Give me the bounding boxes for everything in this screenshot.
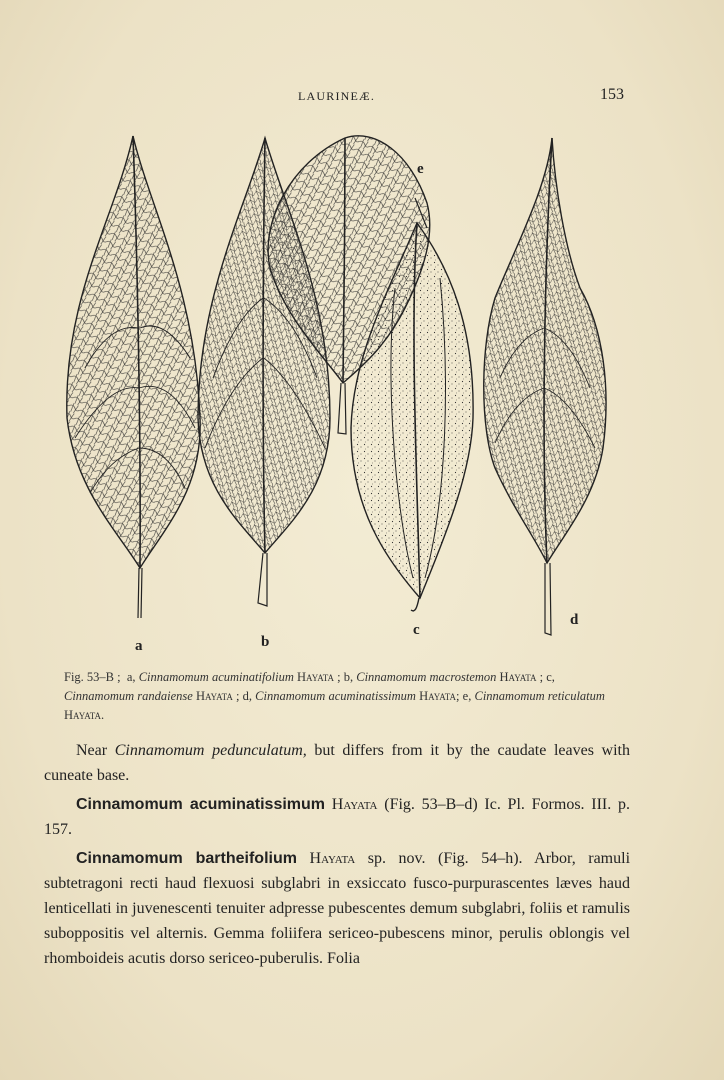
caption-name-a: Cinnamomum acuminatifolium bbox=[138, 670, 294, 684]
page-header bbox=[0, 86, 724, 108]
caption-name-e: Cinnamomum reticulatum bbox=[474, 689, 605, 703]
page-number: 153 bbox=[600, 86, 624, 103]
caption-author-b: Hayata ; bbox=[499, 670, 544, 684]
author-hayata: Hayata bbox=[331, 796, 378, 813]
leaf-label-a: a bbox=[135, 638, 143, 654]
caption-key-b: b, bbox=[343, 670, 354, 684]
author-hayata: Hayata bbox=[309, 850, 356, 867]
caption-author-e: Hayata. bbox=[64, 708, 105, 722]
leaf-label-e: e bbox=[417, 161, 424, 177]
figure-caption bbox=[64, 668, 624, 725]
species-heading-bartheifolium: Cinnamomum bartheifolium bbox=[76, 850, 297, 867]
caption-author-a: Hayata ; bbox=[297, 670, 341, 684]
caption-key-d: d, bbox=[242, 689, 253, 703]
leaf-figure bbox=[55, 128, 625, 658]
caption-key-c: c, bbox=[546, 670, 555, 684]
paragraph-acuminatissimum: Cinnamomum acuminatissimum Hayata (Fig. 53–B–d) Ic. Pl. Formos. III. p. 157. bbox=[44, 796, 631, 838]
caption-fig-ref: Fig. 53–B ; bbox=[64, 670, 121, 684]
caption-name-d: Cinnamomum acuminatissimum bbox=[255, 689, 416, 703]
leaf-label-b: b bbox=[261, 634, 270, 650]
caption-author-c: Hayata ; bbox=[195, 689, 240, 703]
species-heading-acuminatissimum: Cinnamomum acuminatissimum bbox=[76, 796, 326, 813]
leaf-illustration bbox=[55, 128, 625, 658]
paragraph-bartheifolium: Cinnamomum bartheifolium Hayata sp. nov. (Fig. 54–h). Arbor, ramuli subtetragoni recti haud flexuosi subglabri in exsiccato fusco-purpurascentes læves haud lenticellati in juvenescenti tenuiter adpresse pubescentes demum subglabri, foliis et ramulis suboppositis vel alternis. Gemma foliifera sericeo-pubescens minor, perulis oblongis vel rhomboideis acutis dorso sericeo-puberulis. Folia bbox=[44, 850, 631, 967]
caption-author-d: Hayata; bbox=[419, 689, 460, 703]
leaf-label-c: c bbox=[413, 622, 420, 638]
caption-name-c: Cinnamomum randaiense bbox=[64, 689, 193, 703]
leaf-label-d: d bbox=[570, 612, 579, 628]
caption-key-a: a, bbox=[126, 670, 136, 684]
leaf-d bbox=[484, 138, 606, 635]
running-head: LAURINEÆ. bbox=[298, 89, 376, 103]
caption-name-b: Cinnamomum macrostemon bbox=[356, 670, 497, 684]
leaf-a bbox=[67, 136, 200, 618]
species-ref-pedunculatum: Cinnamomum pedunculatum, bbox=[114, 742, 307, 759]
body-text bbox=[44, 738, 630, 975]
caption-key-e: e, bbox=[462, 689, 472, 703]
paragraph-comparison: Near Cinnamomum pedunculatum, but differs from it by the caudate leaves with cuneate base. bbox=[44, 742, 630, 784]
